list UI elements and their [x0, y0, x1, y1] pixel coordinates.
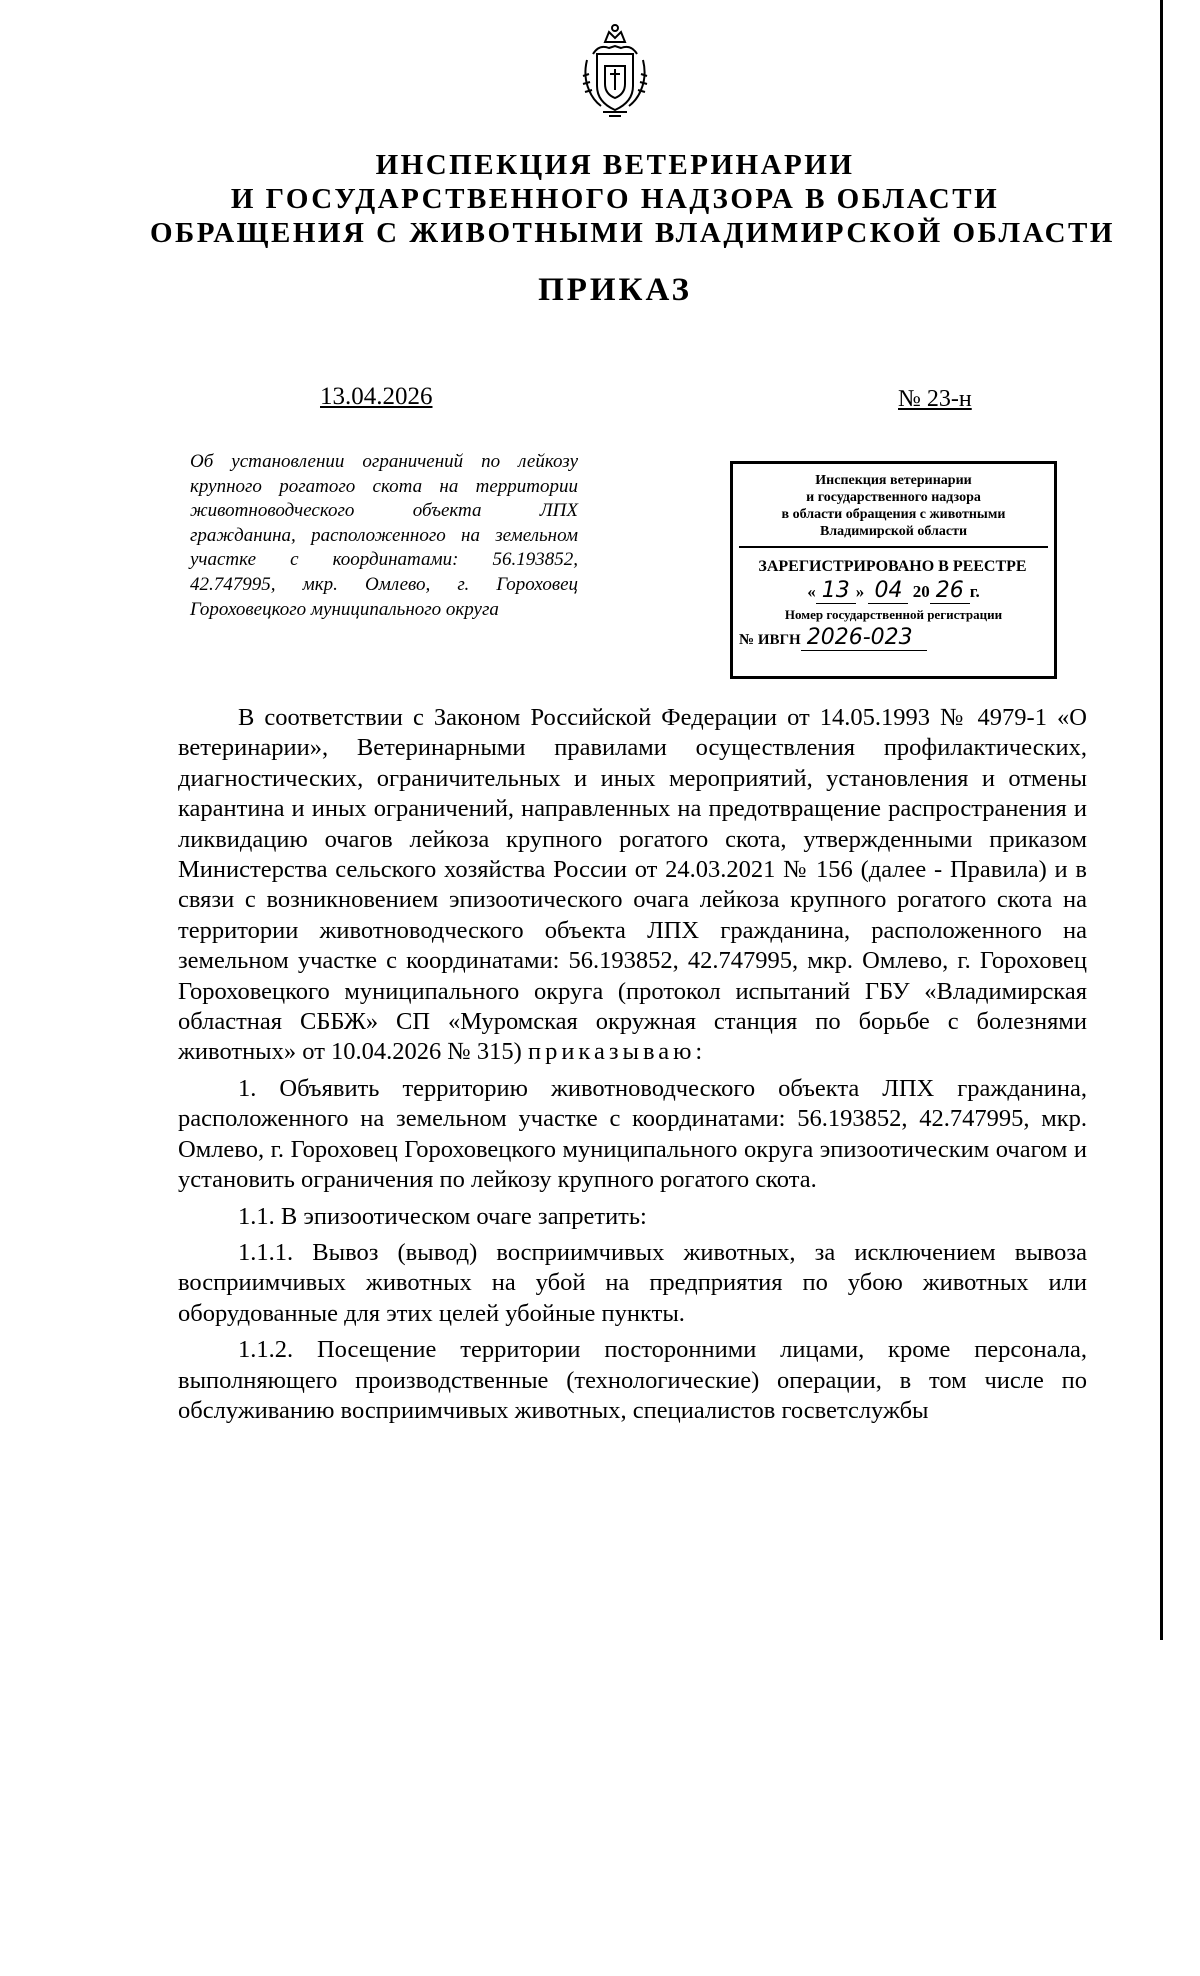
- preamble-text: В соответствии с Законом Российской Федерации от 14.05.1993 № 4979-1 «О ветеринарии», Ветеринарными правилами осуществления профилактических, диагностических, ограничительных и иных мероприятий, установления и отмены карантина и иных ограничений, направленных на предотвращение распространения и ликвидацию очагов лейкоза крупного рогатого скота, утвержденными приказом Министерства сельского хозяйства России от 24.03.2021 № 156 (далее - Правила) и в связи с возникновением эпизоотического очага лейкоза крупного рогатого скота на территории животноводческого объекта ЛПХ гражданина, расположенного на земельном участке с координатами: 56.193852, 42.747995, мкр. Омлево, г. Гороховец Гороховецкого муниципального округа (протокол испытаний ГБУ «Владимирская областная СББЖ» СП «Муромская окружная станция по борьбе с болезнями животных» от 10.04.2026 № 315): [178, 704, 1087, 1066]
- stamp-number-line: [739, 625, 1048, 650]
- stamp-year-suffix: г.: [969, 582, 980, 601]
- authority-line-3: ОБРАЩЕНИЯ С ЖИВОТНЫМИ ВЛАДИМИРСКОЙ ОБЛАСТИ: [150, 217, 1115, 249]
- body-paragraph: 1.1.2. Посещение территории посторонними лицами, кроме персонала, выполняющего производственные (технологические) операции, в том числе по обслуживанию восприимчивых животных, специалистов госветслужбы: [178, 1336, 1087, 1424]
- stamp-number-prefix: № ИВГН: [739, 632, 801, 648]
- body-paragraph: [178, 703, 1087, 1068]
- stamp-org-line: в области обращения с животными: [781, 507, 1006, 522]
- body-paragraph: 1.1.1. Вывоз (вывод) восприимчивых животных, за исключением вывоза восприимчивых животных на убой на предприятия по убою животных или оборудованные для этих целей убойные пункты.: [178, 1238, 1087, 1327]
- stamp-org-line: Владимирской области: [819, 524, 968, 539]
- stamp-organization: [739, 472, 1048, 540]
- stamp-registered-label: ЗАРЕГИСТРИРОВАНО В РЕЕСТРЕ: [758, 558, 1027, 575]
- stamp-date-line: « 13 » 04 20 26 г.: [807, 578, 980, 603]
- document-subject: Об установлении ограничений по лейкозу крупного рогатого скота на территории животноводческого объекта ЛПХ гражданина, расположенного на земельном участке с координатами: 56.193852, 42.747995, мкр. Омлево, г. Гороховец Гороховецкого муниципального округа: [190, 451, 578, 620]
- stamp-org-line: и государственного надзора: [806, 490, 981, 505]
- stamp-org-line: Инспекция ветеринарии: [815, 473, 972, 488]
- stamp-month: 04: [868, 578, 908, 604]
- issuing-authority: [150, 148, 1115, 250]
- registration-stamp: [730, 461, 1057, 679]
- document-body: [178, 703, 1087, 1426]
- page-edge-line: [1160, 0, 1163, 1640]
- stamp-day: 13: [816, 578, 856, 604]
- stamp-year: 26: [930, 578, 970, 604]
- stamp-year-prefix: 20: [912, 582, 930, 601]
- coat-of-arms-icon: [579, 20, 651, 120]
- body-paragraph: 1.1. В эпизоотическом очаге запретить:: [238, 1202, 647, 1230]
- document-date: 13.04.2026: [320, 383, 433, 410]
- authority-line-2: И ГОСУДАРСТВЕННОГО НАДЗОРА В ОБЛАСТИ: [230, 183, 1000, 215]
- stamp-divider: [739, 546, 1048, 548]
- stamp-reg-number: 2026-023: [801, 625, 927, 651]
- body-paragraph: 1. Объявить территорию животноводческого объекта ЛПХ гражданина, расположенного на земельном участке с координатами: 56.193852, 42.747995, мкр. Омлево, г. Гороховец Гороховецкого муниципального округа эпизоотическим очагом и установить ограничения по лейкозу крупного рогатого скота.: [178, 1074, 1087, 1194]
- stamp-number-label: Номер государственной регистрации: [784, 607, 1003, 622]
- authority-line-1: ИНСПЕКЦИЯ ВЕТЕРИНАРИИ: [375, 149, 855, 181]
- order-word: приказываю:: [527, 1038, 707, 1066]
- document-type: ПРИКАЗ: [538, 272, 692, 308]
- document-number: № 23-н: [898, 386, 972, 412]
